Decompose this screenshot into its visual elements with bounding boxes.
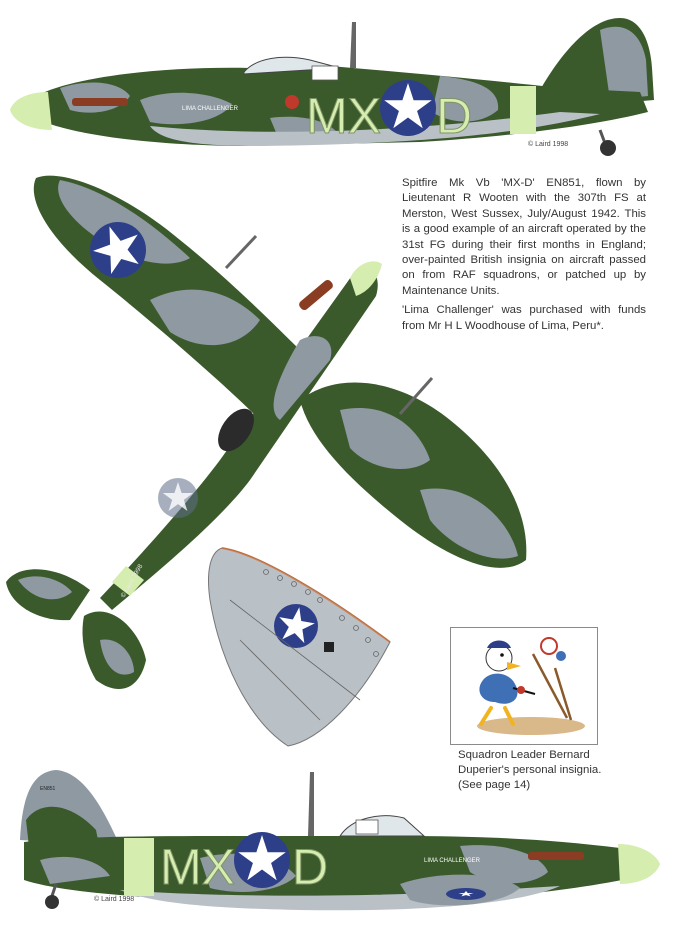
profile-caption (402, 176, 646, 338)
tailwheel (600, 140, 616, 156)
donald-duck-insignia (451, 628, 597, 744)
code-letters-top: MX (306, 88, 381, 144)
aircraft-name-top: LIMA CHALLENGER (182, 106, 239, 112)
credit-top: © Laird 1998 (528, 141, 569, 148)
insignia-frame (450, 627, 598, 745)
port-side-profile (10, 18, 654, 156)
exhaust-stubs (72, 98, 128, 106)
credit-bottom: © Laird 1998 (94, 896, 135, 903)
insignia-caption (458, 748, 642, 793)
individual-letter-top: D (436, 88, 473, 144)
code-letters-bottom: MX (160, 839, 235, 895)
serial-number: EN851 (40, 786, 56, 792)
plan-credit: © Laird 1998 (119, 563, 145, 599)
caption-paragraph-2: 'Lima Challenger' was purchased with funds from Mr H L Woodhouse of Lima, Peru*. (402, 304, 646, 332)
insignia-caption-line-3: (See page 14) (458, 779, 531, 791)
individual-letter-bottom: D (292, 839, 329, 895)
sky-fuselage-band (510, 86, 536, 134)
insignia-caption-line-1: Squadron Leader Bernard (458, 749, 590, 761)
sky-fuselage-band-bottom (124, 838, 154, 896)
caption-paragraph-1: Spitfire Mk Vb 'MX-D' EN851, flown by Lieutenant R Wooten with the 307th FS at Merston, West Sussex, July/August 1942. This is a good example of an aircraft operated by the 31st FG during their first months in England; over-painted British insignia on aircraft passed on from RAF squadrons, or patched up by Maintenance Units. (402, 177, 646, 297)
spinner (10, 92, 52, 130)
tailwheel-bottom (45, 895, 59, 909)
insignia-caption-line-2: Duperier's personal insignia. (458, 764, 602, 776)
aircraft-name-bottom: LIMA CHALLENGER (424, 858, 481, 864)
spinner-bottom (618, 844, 660, 884)
underside-wing-view (209, 548, 391, 746)
